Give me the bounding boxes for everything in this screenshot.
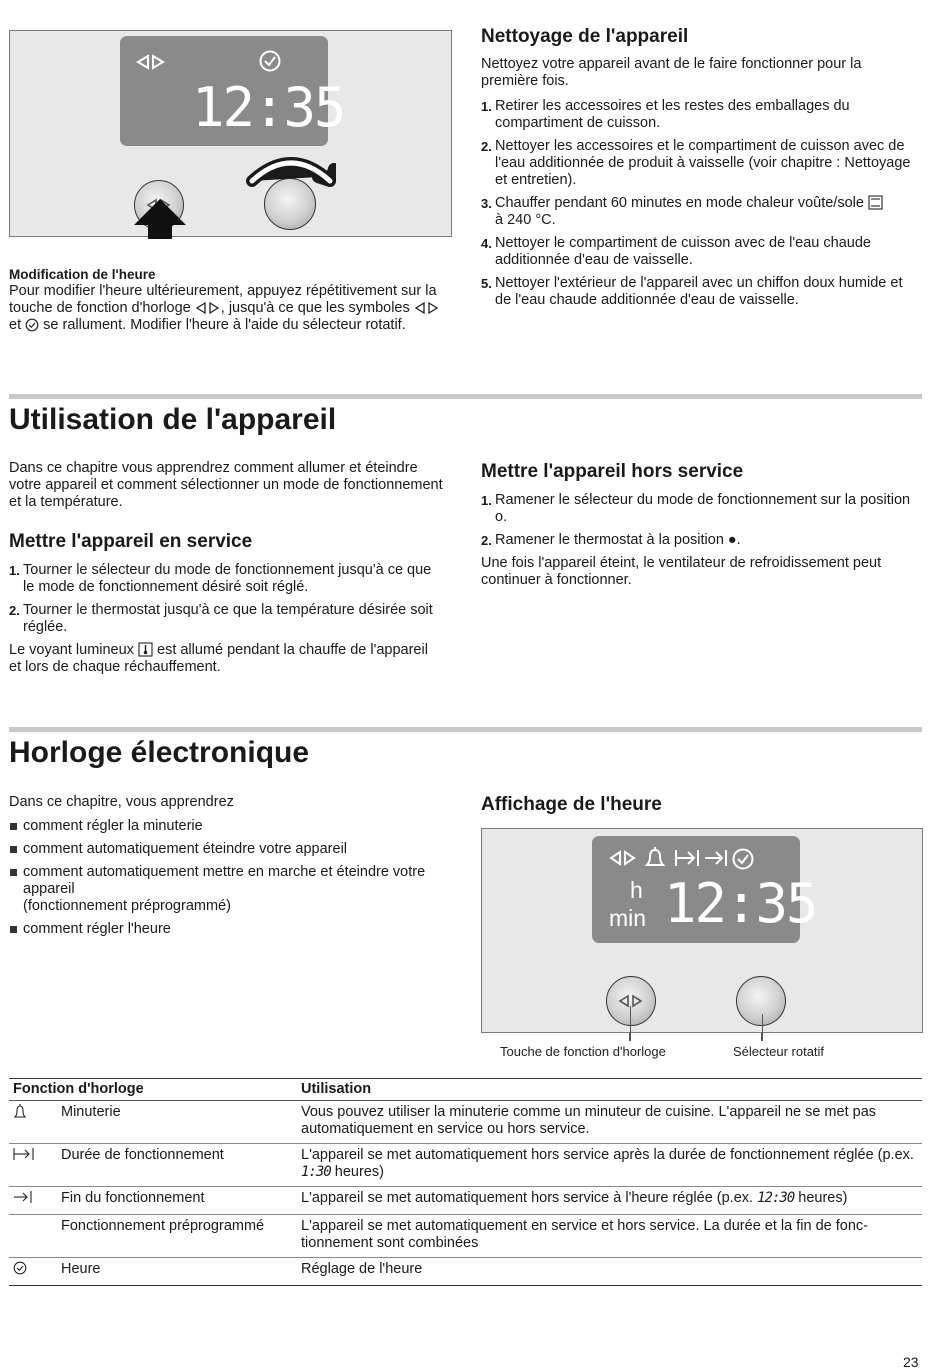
list-item (481, 98, 921, 132)
end-time-icon (704, 848, 728, 868)
chapter-title: Horloge électronique (9, 736, 310, 769)
paragraph (9, 283, 441, 334)
clock-icon (25, 318, 39, 332)
lcd-time: 12:35 (664, 872, 817, 935)
step-number: 1. (9, 563, 20, 578)
list-item: comment régler l'heure (9, 921, 443, 938)
duration-icon (13, 1147, 35, 1161)
duration-icon (674, 848, 700, 868)
function-use (297, 1187, 922, 1215)
minutes-label: min (609, 905, 647, 931)
table-row (9, 1215, 922, 1258)
clock-function-button[interactable] (606, 976, 656, 1026)
step-text: Retirer les accessoires et les restes des emballages du compartiment de cuisson. (495, 98, 850, 131)
clock-functions-table (9, 1078, 922, 1286)
end-time-icon (13, 1190, 33, 1204)
step-number: 2. (481, 533, 492, 548)
column-header: Fonction d'horloge (9, 1079, 297, 1101)
step-text: Nettoyer le compartiment de cuisson avec de l'eau chaude additionnée d'eau de vaisselle. (495, 235, 871, 268)
text: est allumé pendant la chauffe de l'appareil et lors de chaque réchauffement. (9, 642, 428, 675)
rotary-selector[interactable] (264, 178, 316, 230)
leader-line (629, 1033, 630, 1041)
table-row (9, 1101, 922, 1144)
top-bottom-heat-icon (868, 195, 883, 210)
function-name: Fonctionnement préprogrammé (57, 1215, 297, 1258)
icon-cell (9, 1144, 57, 1187)
step-number: 1. (481, 493, 492, 508)
text: comment automatiquement mettre en marche et éteindre votre appareil (23, 864, 426, 897)
text: et (9, 317, 22, 333)
list-item (481, 235, 921, 269)
text: Pour modifier l'heure ultérieurement, appuyez répétitivement sur la touche de fonction d'horloge (9, 283, 437, 316)
list-item (481, 138, 921, 189)
text: , jusqu'à ce que les symboles (220, 300, 410, 316)
function-use: L'appareil se met automatiquement en service et hors service. La durée et la fin de fonc-tionnement sont combinées (297, 1215, 922, 1258)
step-text: Tourner le sélecteur du mode de fonctionnement jusqu'à ce que le mode de fonctionnement désiré soit réglé. (23, 562, 432, 595)
icon-cell (9, 1101, 57, 1144)
clock-intro (9, 794, 443, 944)
table-row (9, 1144, 922, 1187)
function-use: Vous pouvez utiliser la minuterie comme un minuteur de cuisine. L'appareil ne se met pas automatiquement en service ou hors service. (297, 1101, 922, 1144)
clock-function-icon (609, 850, 637, 866)
clock-icon (731, 847, 755, 871)
clock-panel-figure (9, 30, 452, 237)
caption-clock-button: Touche de fonction d'horloge (500, 1044, 666, 1059)
paragraph (9, 642, 443, 676)
function-name: Fin du fonctionnement (57, 1187, 297, 1215)
list-item (481, 492, 921, 526)
page-number: 23 (903, 1354, 919, 1370)
steps-list (9, 562, 443, 636)
section-divider (9, 727, 922, 732)
step-number: 4. (481, 236, 492, 251)
usage-right-column (481, 461, 921, 589)
steps-list (481, 492, 921, 549)
function-name: Minuterie (57, 1101, 297, 1144)
step-text: Tourner le thermostat jusqu'à ce que la température désirée soit réglée. (23, 602, 433, 635)
step-text: Nettoyer l'extérieur de l'appareil avec un chiffon doux humide et de l'eau chaude additionnée d'eau de vaisselle. (495, 275, 903, 308)
paragraph: Une fois l'appareil éteint, le ventilateur de refroidissement peut continuer à fonctionner. (481, 555, 882, 588)
clock-functions-table-wrap (9, 1078, 922, 1286)
usage-left-column (9, 460, 443, 676)
lcd-time: 12:35 (192, 76, 345, 139)
text: Le voyant lumineux (9, 642, 134, 658)
clock-icon (13, 1261, 27, 1275)
leader-line (630, 1006, 631, 1041)
step-text: Chauffer pendant 60 minutes en mode chaleur voûte/sole (495, 195, 864, 211)
section-divider (9, 394, 922, 399)
function-name: Durée de fonctionnement (57, 1144, 297, 1187)
step-text: Ramener le sélecteur du mode de fonctionnement sur la position o. (495, 492, 911, 525)
lcd-display (120, 36, 345, 146)
step-number: 2. (9, 603, 20, 618)
section-title: Mettre l'appareil en service (9, 531, 253, 552)
list-item (481, 275, 921, 309)
section-title: Affichage de l'heure (481, 794, 662, 815)
heating-indicator-icon (138, 642, 153, 657)
leader-line (762, 1014, 763, 1041)
step-number: 3. (481, 196, 492, 211)
bell-icon (13, 1104, 27, 1120)
column-header: Utilisation (297, 1079, 922, 1101)
cleaning-section (481, 26, 921, 315)
rotary-selector[interactable] (736, 976, 786, 1026)
function-use: Réglage de l'heure (297, 1258, 922, 1286)
text: (fonctionnement préprogrammé) (23, 898, 231, 914)
table-row (9, 1258, 922, 1286)
text: heures) (798, 1190, 848, 1206)
text: se rallument. Modifier l'heure à l'aide du sélecteur rotatif. (43, 317, 406, 333)
icon-cell (9, 1187, 57, 1215)
bell-icon (643, 846, 667, 870)
steps-list (481, 98, 921, 309)
step-number: 5. (481, 276, 492, 291)
step-number: 1. (481, 99, 492, 114)
lcd-value: 12:30 (757, 1190, 795, 1206)
clock-function-icon (195, 301, 221, 315)
table-row (9, 1187, 922, 1215)
text: L'appareil se met automatiquement hors service à l'heure réglée (p.ex. (301, 1190, 754, 1206)
bullet-list (9, 818, 443, 938)
clock-function-icon (414, 301, 440, 315)
list-item (9, 562, 443, 596)
lcd-display (592, 836, 817, 943)
icon-cell (9, 1258, 57, 1286)
section-title: Nettoyage de l'appareil (481, 26, 689, 47)
paragraph: Nettoyez votre appareil avant de le faire fonctionner pour la première fois. (481, 56, 862, 89)
paragraph: Dans ce chapitre vous apprendrez comment allumer et éteindre votre appareil et comment sélectionner un mode de fonctionnement et la température. (9, 460, 443, 510)
step-number: 2. (481, 139, 492, 154)
clock-icon (258, 49, 282, 73)
step-text: à 240 °C. (495, 212, 556, 228)
leader-line (761, 1033, 762, 1041)
list-item (481, 532, 921, 549)
list-item: comment régler la minuterie (9, 818, 443, 835)
list-item (9, 864, 443, 915)
function-name: Heure (57, 1258, 297, 1286)
function-use (297, 1144, 922, 1187)
table-header-row (9, 1079, 922, 1101)
clock-display-figure (481, 828, 923, 1033)
list-item (9, 602, 443, 636)
step-text: Ramener le thermostat à la position ●. (495, 532, 741, 548)
clock-function-icon (136, 54, 166, 70)
text: L'appareil se met automatiquement hors service après la durée de fonctionnement réglée (p.ex. (301, 1147, 914, 1163)
hours-label: h (630, 877, 643, 903)
icon-cell (9, 1215, 57, 1258)
press-arrow-icon (132, 199, 188, 239)
text: heures) (334, 1164, 384, 1180)
section-subtitle: Modification de l'heure (9, 267, 156, 282)
section-title: Mettre l'appareil hors service (481, 461, 744, 482)
list-item: comment automatiquement éteindre votre appareil (9, 841, 443, 858)
clock-change-section (9, 266, 441, 334)
step-text: Nettoyer les accessoires et le compartiment de cuisson avec de l'eau additionnée de produit à vaisselle (voir chapitre : Nettoyage et entretien). (495, 138, 911, 188)
clock-function-icon (618, 994, 644, 1008)
caption-rotary-selector: Sélecteur rotatif (733, 1044, 825, 1059)
lcd-value: 1:30 (301, 1164, 331, 1180)
chapter-title: Utilisation de l'appareil (9, 403, 337, 436)
list-item (481, 195, 921, 229)
paragraph: Dans ce chapitre, vous apprendrez (9, 794, 234, 810)
